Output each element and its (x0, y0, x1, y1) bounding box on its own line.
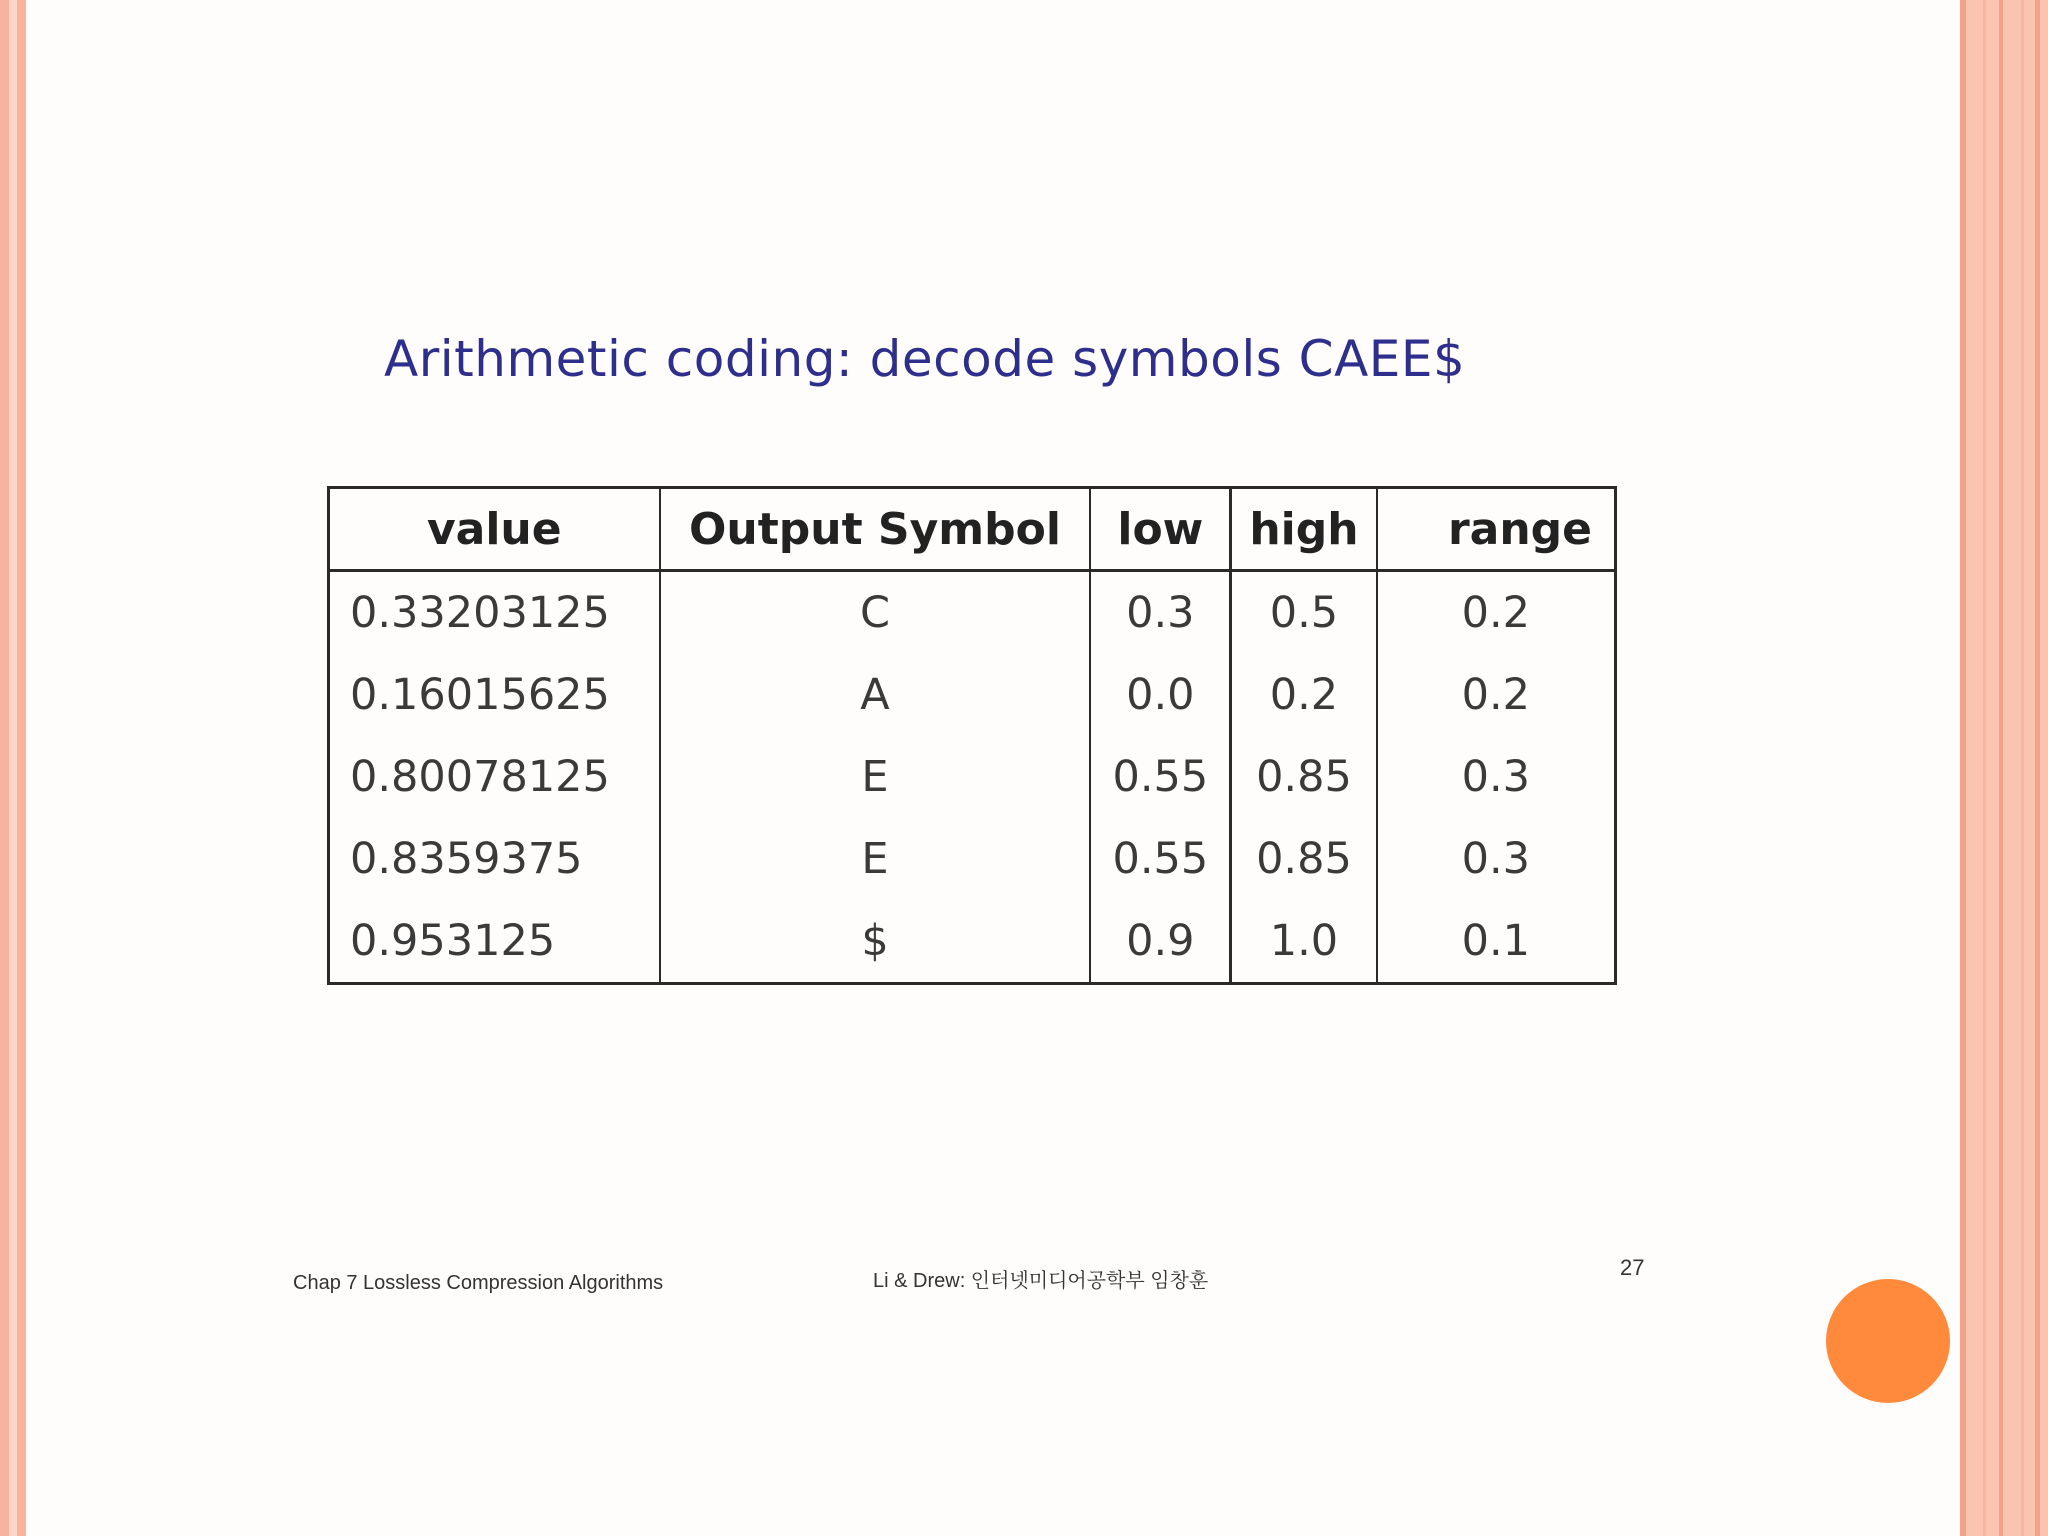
right-border-stripe (1983, 0, 1986, 1536)
decode-table (327, 486, 1617, 985)
cell-value: 0.33203125 (329, 571, 660, 655)
cell-range: 0.2 (1461, 588, 1530, 638)
table-row (329, 571, 1616, 655)
header-range: range (1377, 488, 1616, 571)
cell-output-symbol: C (660, 571, 1091, 655)
header-value: value (329, 488, 660, 571)
header-output-symbol: Output Symbol (660, 488, 1091, 571)
header-low: low (1090, 488, 1230, 571)
cell-high: 0.2 (1231, 654, 1377, 736)
cell-high: 0.85 (1231, 818, 1377, 900)
right-border-stripe (2035, 0, 2040, 1536)
page-number: 27 (1620, 1255, 1645, 1280)
footer-authors: Li & Drew: 인터넷미디어공학부 임창훈 (873, 1270, 1209, 1292)
cell-value: 0.8359375 (329, 818, 660, 900)
cell-output-symbol: E (660, 818, 1091, 900)
cell-low: 0.9 (1090, 900, 1230, 984)
right-border-stripe (2021, 0, 2024, 1536)
cell-value: 0.953125 (329, 900, 660, 984)
cell-output-symbol: A (660, 654, 1091, 736)
table-header-row (329, 488, 1616, 571)
cell-high: 1.0 (1231, 900, 1377, 984)
table-row (329, 818, 1616, 900)
table-row (329, 736, 1616, 818)
cell-low: 0.55 (1090, 736, 1230, 818)
table-row (329, 900, 1616, 984)
cell-low: 0.55 (1090, 818, 1230, 900)
cell-value: 0.80078125 (329, 736, 660, 818)
table-row (329, 654, 1616, 736)
cell-range: 0.2 (1461, 670, 1530, 720)
right-border-stripe (1999, 0, 2003, 1536)
right-border-stripe (1960, 0, 1966, 1536)
cell-range: 0.3 (1461, 834, 1530, 884)
slide-title: Arithmetic coding: decode symbols CAEE$ (384, 330, 1466, 388)
cell-high: 0.5 (1231, 571, 1377, 655)
decorative-circle (1826, 1279, 1950, 1403)
cell-low: 0.3 (1090, 571, 1230, 655)
cell-output-symbol: E (660, 736, 1091, 818)
cell-value: 0.16015625 (329, 654, 660, 736)
cell-range: 0.1 (1461, 916, 1530, 966)
cell-range: 0.3 (1461, 752, 1530, 802)
left-border-band (0, 0, 26, 1536)
cell-output-symbol: $ (660, 900, 1091, 984)
header-high: high (1231, 488, 1377, 571)
cell-high: 0.85 (1231, 736, 1377, 818)
footer-chapter-title: Chap 7 Lossless Compression Algorithms (293, 1272, 664, 1294)
cell-low: 0.0 (1090, 654, 1230, 736)
